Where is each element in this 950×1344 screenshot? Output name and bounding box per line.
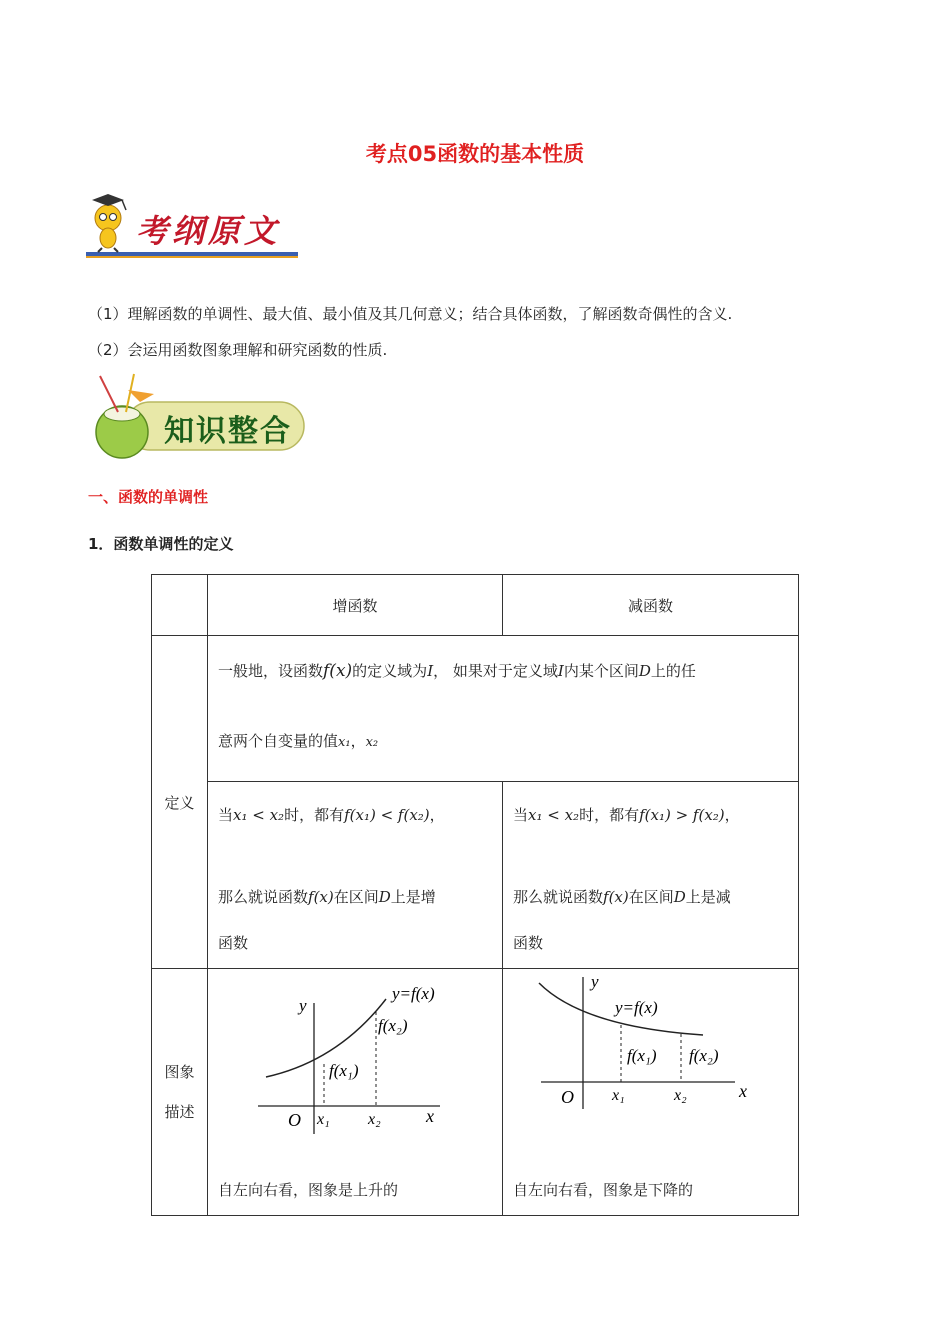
syllabus-item-1: （1）理解函数的单调性、最大值、最小值及其几何意义；结合具体函数，了解函数奇偶性的含义. <box>88 305 733 323</box>
x2-label: x₂ <box>368 1111 381 1128</box>
math-x1: x₁ <box>338 735 351 750</box>
math-I: I <box>557 662 564 680</box>
text: 当 <box>513 806 529 824</box>
row-label-definition: 定义 <box>152 636 208 969</box>
table-row-definition-common <box>152 636 799 782</box>
math-fx: f(x) <box>603 888 629 906</box>
definition-table <box>151 574 799 1216</box>
decreasing-conclusion-end: 函数 <box>513 934 544 952</box>
text: 那么就说函数 <box>513 888 604 906</box>
fx1-label: f(x₁) <box>329 1061 359 1080</box>
y-axis-label: y <box>299 996 307 1015</box>
text: ， <box>429 806 445 824</box>
origin-label: O <box>561 1087 574 1107</box>
decreasing-definition-cell <box>503 782 799 969</box>
table-header-decreasing: 减函数 <box>503 575 799 636</box>
decreasing-caption: 自左向右看，图象是下降的 <box>513 1181 694 1199</box>
text: 时，都有 <box>284 806 345 824</box>
math-x2: x₂ <box>365 735 379 750</box>
fx2-label: f(x₂) <box>689 1046 719 1065</box>
math-D: D <box>673 888 686 906</box>
decreasing-condition <box>503 800 798 830</box>
row-label-graph-line2: 描述 <box>164 1103 195 1121</box>
math-fx: f(x) <box>323 661 353 681</box>
y-axis-label: y <box>591 972 599 991</box>
syllabus-badge-label: 考纲原文 <box>136 212 281 250</box>
table-header-row <box>152 575 799 636</box>
increasing-condition <box>208 800 502 830</box>
row-label-graph <box>152 969 208 1216</box>
page-title: 考点05函数的基本性质 <box>365 142 585 166</box>
text: 当 <box>218 806 234 824</box>
math-fx1-gt-fx2: f(x₁) > f(x₂) <box>639 806 725 824</box>
text: 上是减 <box>685 888 731 906</box>
increasing-conclusion-end: 函数 <box>218 934 249 952</box>
syllabus-badge <box>86 192 300 260</box>
text: 上是增 <box>390 888 436 906</box>
fx2-label: f(x₂) <box>378 1016 408 1035</box>
decreasing-graph-cell <box>503 969 799 1216</box>
text: 内某个区间 <box>563 662 639 680</box>
curve-label: y=f(x) <box>615 998 658 1017</box>
table-header-increasing: 增函数 <box>208 575 503 636</box>
math-x1-lt-x2: x₁ < x₂ <box>528 806 580 824</box>
increasing-function-graph <box>208 969 502 1169</box>
math-I: I <box>427 662 434 680</box>
x-axis-label: x <box>426 1106 434 1126</box>
fx1-label: f(x₁) <box>627 1046 657 1065</box>
text: 那么就说函数 <box>218 888 309 906</box>
text: 一般地，设函数 <box>218 662 324 680</box>
text: 上的任 <box>650 662 696 680</box>
decreasing-conclusion <box>503 882 798 912</box>
table-row-definition-conditions <box>152 782 799 969</box>
table-header-blank <box>152 575 208 636</box>
text: 意两个自变量的值 <box>218 732 339 750</box>
math-x1-lt-x2: x₁ < x₂ <box>233 806 285 824</box>
text: 在区间 <box>628 888 674 906</box>
definition-common-cell <box>208 636 799 782</box>
increasing-curve <box>266 999 386 1077</box>
knowledge-badge <box>88 372 308 462</box>
text: ， 如果对于定义域 <box>433 662 558 680</box>
row-label-graph-line1: 图象 <box>164 1063 195 1081</box>
knowledge-badge-label: 知识整合 <box>164 414 292 449</box>
text: 在区间 <box>333 888 379 906</box>
subsection-heading-definition: 1．函数单调性的定义 <box>88 535 234 553</box>
text: ， <box>724 806 740 824</box>
x2-label: x₂ <box>674 1087 687 1104</box>
table-row-graph <box>152 969 799 1216</box>
math-D: D <box>638 662 651 680</box>
section-heading-monotonicity: 一、函数的单调性 <box>88 488 209 506</box>
origin-label: O <box>288 1110 301 1130</box>
text: 时，都有 <box>579 806 640 824</box>
text: 的定义域为 <box>352 662 428 680</box>
math-fx1-lt-fx2: f(x₁) < f(x₂) <box>344 806 430 824</box>
x1-label: x₁ <box>612 1087 625 1104</box>
increasing-caption: 自左向右看，图象是上升的 <box>218 1181 399 1199</box>
math-fx: f(x) <box>308 888 334 906</box>
curve-label: y=f(x) <box>392 984 435 1003</box>
x-axis-label: x <box>739 1081 747 1101</box>
definition-common-line1 <box>208 656 798 686</box>
math-D: D <box>378 888 391 906</box>
text: ， <box>350 732 366 750</box>
increasing-conclusion <box>208 882 502 912</box>
increasing-graph-cell <box>208 969 503 1216</box>
definition-common-line2 <box>208 726 798 758</box>
syllabus-item-2: （2）会运用函数图象理解和研究函数的性质. <box>88 341 388 359</box>
decreasing-function-graph <box>503 969 798 1169</box>
increasing-definition-cell <box>208 782 503 969</box>
x1-label: x₁ <box>317 1111 330 1128</box>
